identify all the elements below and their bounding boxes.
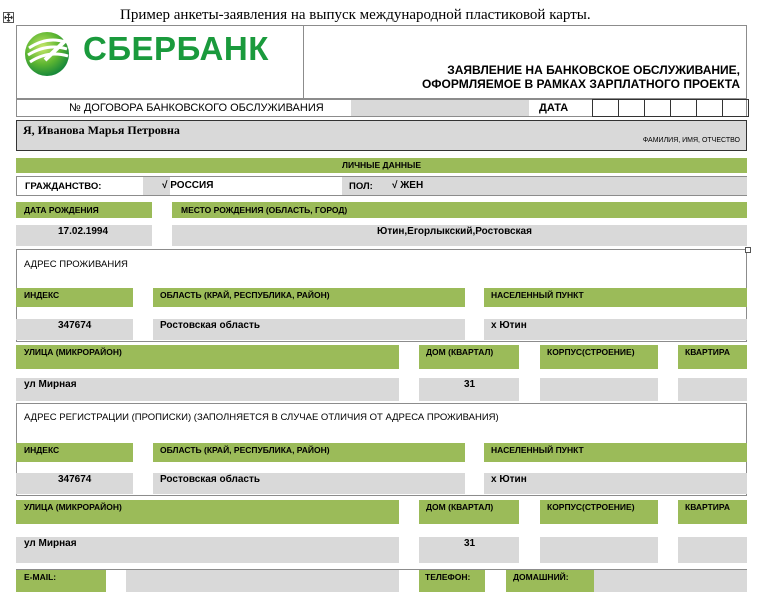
reg-flat-label-cell: [678, 500, 747, 524]
res-locality-label-cell: [484, 288, 747, 307]
res-street-label-cell: [16, 345, 399, 369]
home-phone-label-cell: [506, 570, 594, 592]
residence-title: АДРЕС ПРОЖИВАНИЯ: [24, 259, 128, 270]
resize-handle-icon[interactable]: [745, 247, 751, 253]
registration-title: АДРЕС РЕГИСТРАЦИИ (ПРОПИСКИ) (ЗАПОЛНЯЕТСЯ В СЛУЧАЕ ОТЛИЧИЯ ОТ АДРЕСА ПРОЖИВАНИЯ): [24, 412, 499, 423]
personal-section-title: [16, 158, 747, 173]
res-locality-label: НАСЕЛЕННЫЙ ПУНКТ: [491, 290, 584, 300]
birth-date-field[interactable]: [16, 225, 152, 246]
applicant-caption: ФАМИЛИЯ, ИМЯ, ОТЧЕСТВО: [642, 137, 740, 144]
form-title-line1: ЗАЯВЛЕНИЕ НА БАНКОВСКОЕ ОБСЛУЖИВАНИЕ,: [447, 63, 740, 77]
birth-place-label-cell: [172, 202, 747, 218]
res-index-label-cell: [16, 288, 133, 307]
res-house-value: 31: [464, 379, 476, 390]
logo-text: СБЕРБАНК: [83, 30, 269, 67]
citizenship-value[interactable]: √ РОССИЯ: [162, 180, 214, 191]
birth-place-label: МЕСТО РОЖДЕНИЯ (ОБЛАСТЬ, ГОРОД): [181, 205, 348, 215]
page-heading: Пример анкеты-заявления на выпуск международной пластиковой карты.: [120, 7, 591, 23]
res-street-field[interactable]: [16, 378, 399, 401]
birth-date-label: ДАТА РОЖДЕНИЯ: [24, 205, 99, 215]
citizenship-row: [16, 176, 747, 196]
birth-date-label-cell: [16, 202, 152, 218]
reg-house-value: 31: [464, 538, 476, 549]
reg-flat-label: КВАРТИРА: [685, 502, 730, 512]
reg-building-label: КОРПУС(СТРОЕНИЕ): [547, 502, 635, 512]
move-handle-icon[interactable]: [3, 12, 14, 23]
reg-house-label: ДОМ (КВАРТАЛ): [426, 502, 494, 512]
date-cell[interactable]: [618, 99, 644, 117]
res-index-field[interactable]: [16, 319, 133, 340]
phone-label: ТЕЛЕФОН:: [425, 572, 471, 582]
reg-locality-label: НАСЕЛЕННЫЙ ПУНКТ: [491, 445, 584, 455]
home-phone-field[interactable]: [594, 570, 747, 592]
reg-house-label-cell: [419, 500, 519, 524]
form-title-line2: ОФОРМЛЯЕМОЕ В РАМКАХ ЗАРПЛАТНОГО ПРОЕКТА: [421, 77, 740, 91]
reg-region-field[interactable]: [153, 473, 465, 494]
email-label-cell: [16, 570, 106, 592]
citizenship-label: ГРАЖДАНСТВО:: [25, 181, 102, 192]
res-region-value: Ростовская область: [160, 320, 261, 331]
res-house-label-cell: [419, 345, 519, 369]
reg-region-label-cell: [153, 443, 465, 462]
date-cells[interactable]: [592, 99, 749, 117]
logo-cell-divider: [303, 26, 304, 98]
applicant-name: Я, Иванова Марья Петровна: [23, 123, 180, 137]
reg-locality-label-cell: [484, 443, 747, 462]
res-locality-value: х Ютин: [491, 320, 527, 331]
res-locality-field[interactable]: [484, 319, 747, 340]
reg-house-field[interactable]: [419, 537, 519, 563]
res-region-field[interactable]: [153, 319, 465, 340]
res-index-label: ИНДЕКС: [24, 290, 60, 300]
reg-building-label-cell: [540, 500, 658, 524]
email-field[interactable]: [126, 570, 399, 592]
res-street-value: ул Мирная: [24, 379, 77, 390]
date-cell[interactable]: [670, 99, 696, 117]
sex-value[interactable]: √ ЖЕН: [392, 180, 424, 191]
reg-index-label: ИНДЕКС: [24, 445, 60, 455]
birth-place-field[interactable]: [172, 225, 747, 246]
reg-region-label: ОБЛАСТЬ (КРАЙ, РЕСПУБЛИКА, РАЙОН): [160, 445, 330, 455]
reg-building-field[interactable]: [540, 537, 658, 563]
res-region-label-cell: [153, 288, 465, 307]
reg-flat-field[interactable]: [678, 537, 747, 563]
header-block: [16, 25, 747, 99]
res-building-label-cell: [540, 345, 658, 369]
date-cell[interactable]: [592, 99, 618, 117]
res-region-label: ОБЛАСТЬ (КРАЙ, РЕСПУБЛИКА, РАЙОН): [160, 290, 330, 300]
res-street-label: УЛИЦА (МИКРОРАЙОН): [24, 347, 122, 357]
reg-street-value: ул Мирная: [24, 538, 77, 549]
reg-street-label-cell: [16, 500, 399, 524]
contract-label: № ДОГОВОРА БАНКОВСКОГО ОБСЛУЖИВАНИЯ: [69, 102, 324, 114]
res-flat-field[interactable]: [678, 378, 747, 401]
home-phone-label: ДОМАШНИЙ:: [513, 572, 569, 582]
personal-section-title-text: ЛИЧНЫЕ ДАННЫЕ: [342, 160, 421, 170]
sberbank-logo-icon: [23, 30, 73, 78]
res-house-field[interactable]: [419, 378, 519, 401]
res-index-value: 347674: [58, 320, 92, 331]
birth-date-value: 17.02.1994: [58, 226, 109, 237]
res-building-field[interactable]: [540, 378, 658, 401]
reg-index-value: 347674: [58, 474, 92, 485]
date-cell[interactable]: [644, 99, 670, 117]
reg-region-value: Ростовская область: [160, 474, 261, 485]
email-label: E-MAIL:: [24, 572, 57, 582]
sex-label: ПОЛ:: [349, 181, 373, 192]
res-building-label: КОРПУС(СТРОЕНИЕ): [547, 347, 635, 357]
res-house-label: ДОМ (КВАРТАЛ): [426, 347, 494, 357]
date-cell[interactable]: [696, 99, 722, 117]
date-cell[interactable]: [722, 99, 749, 117]
reg-index-label-cell: [16, 443, 133, 462]
applicant-name-field[interactable]: [16, 120, 747, 151]
reg-locality-field[interactable]: [484, 473, 747, 494]
contract-row: [16, 99, 747, 117]
phone-label-cell: [419, 570, 485, 592]
res-flat-label: КВАРТИРА: [685, 347, 730, 357]
res-flat-label-cell: [678, 345, 747, 369]
birth-place-value: Ютин,Егорлыкский,Ростовская: [377, 226, 532, 237]
reg-street-label: УЛИЦА (МИКРОРАЙОН): [24, 502, 122, 512]
reg-index-field[interactable]: [16, 473, 133, 494]
reg-street-field[interactable]: [16, 537, 399, 563]
contract-number-field[interactable]: [351, 100, 529, 116]
reg-locality-value: х Ютин: [491, 474, 527, 485]
contract-date-label: ДАТА: [539, 102, 569, 114]
